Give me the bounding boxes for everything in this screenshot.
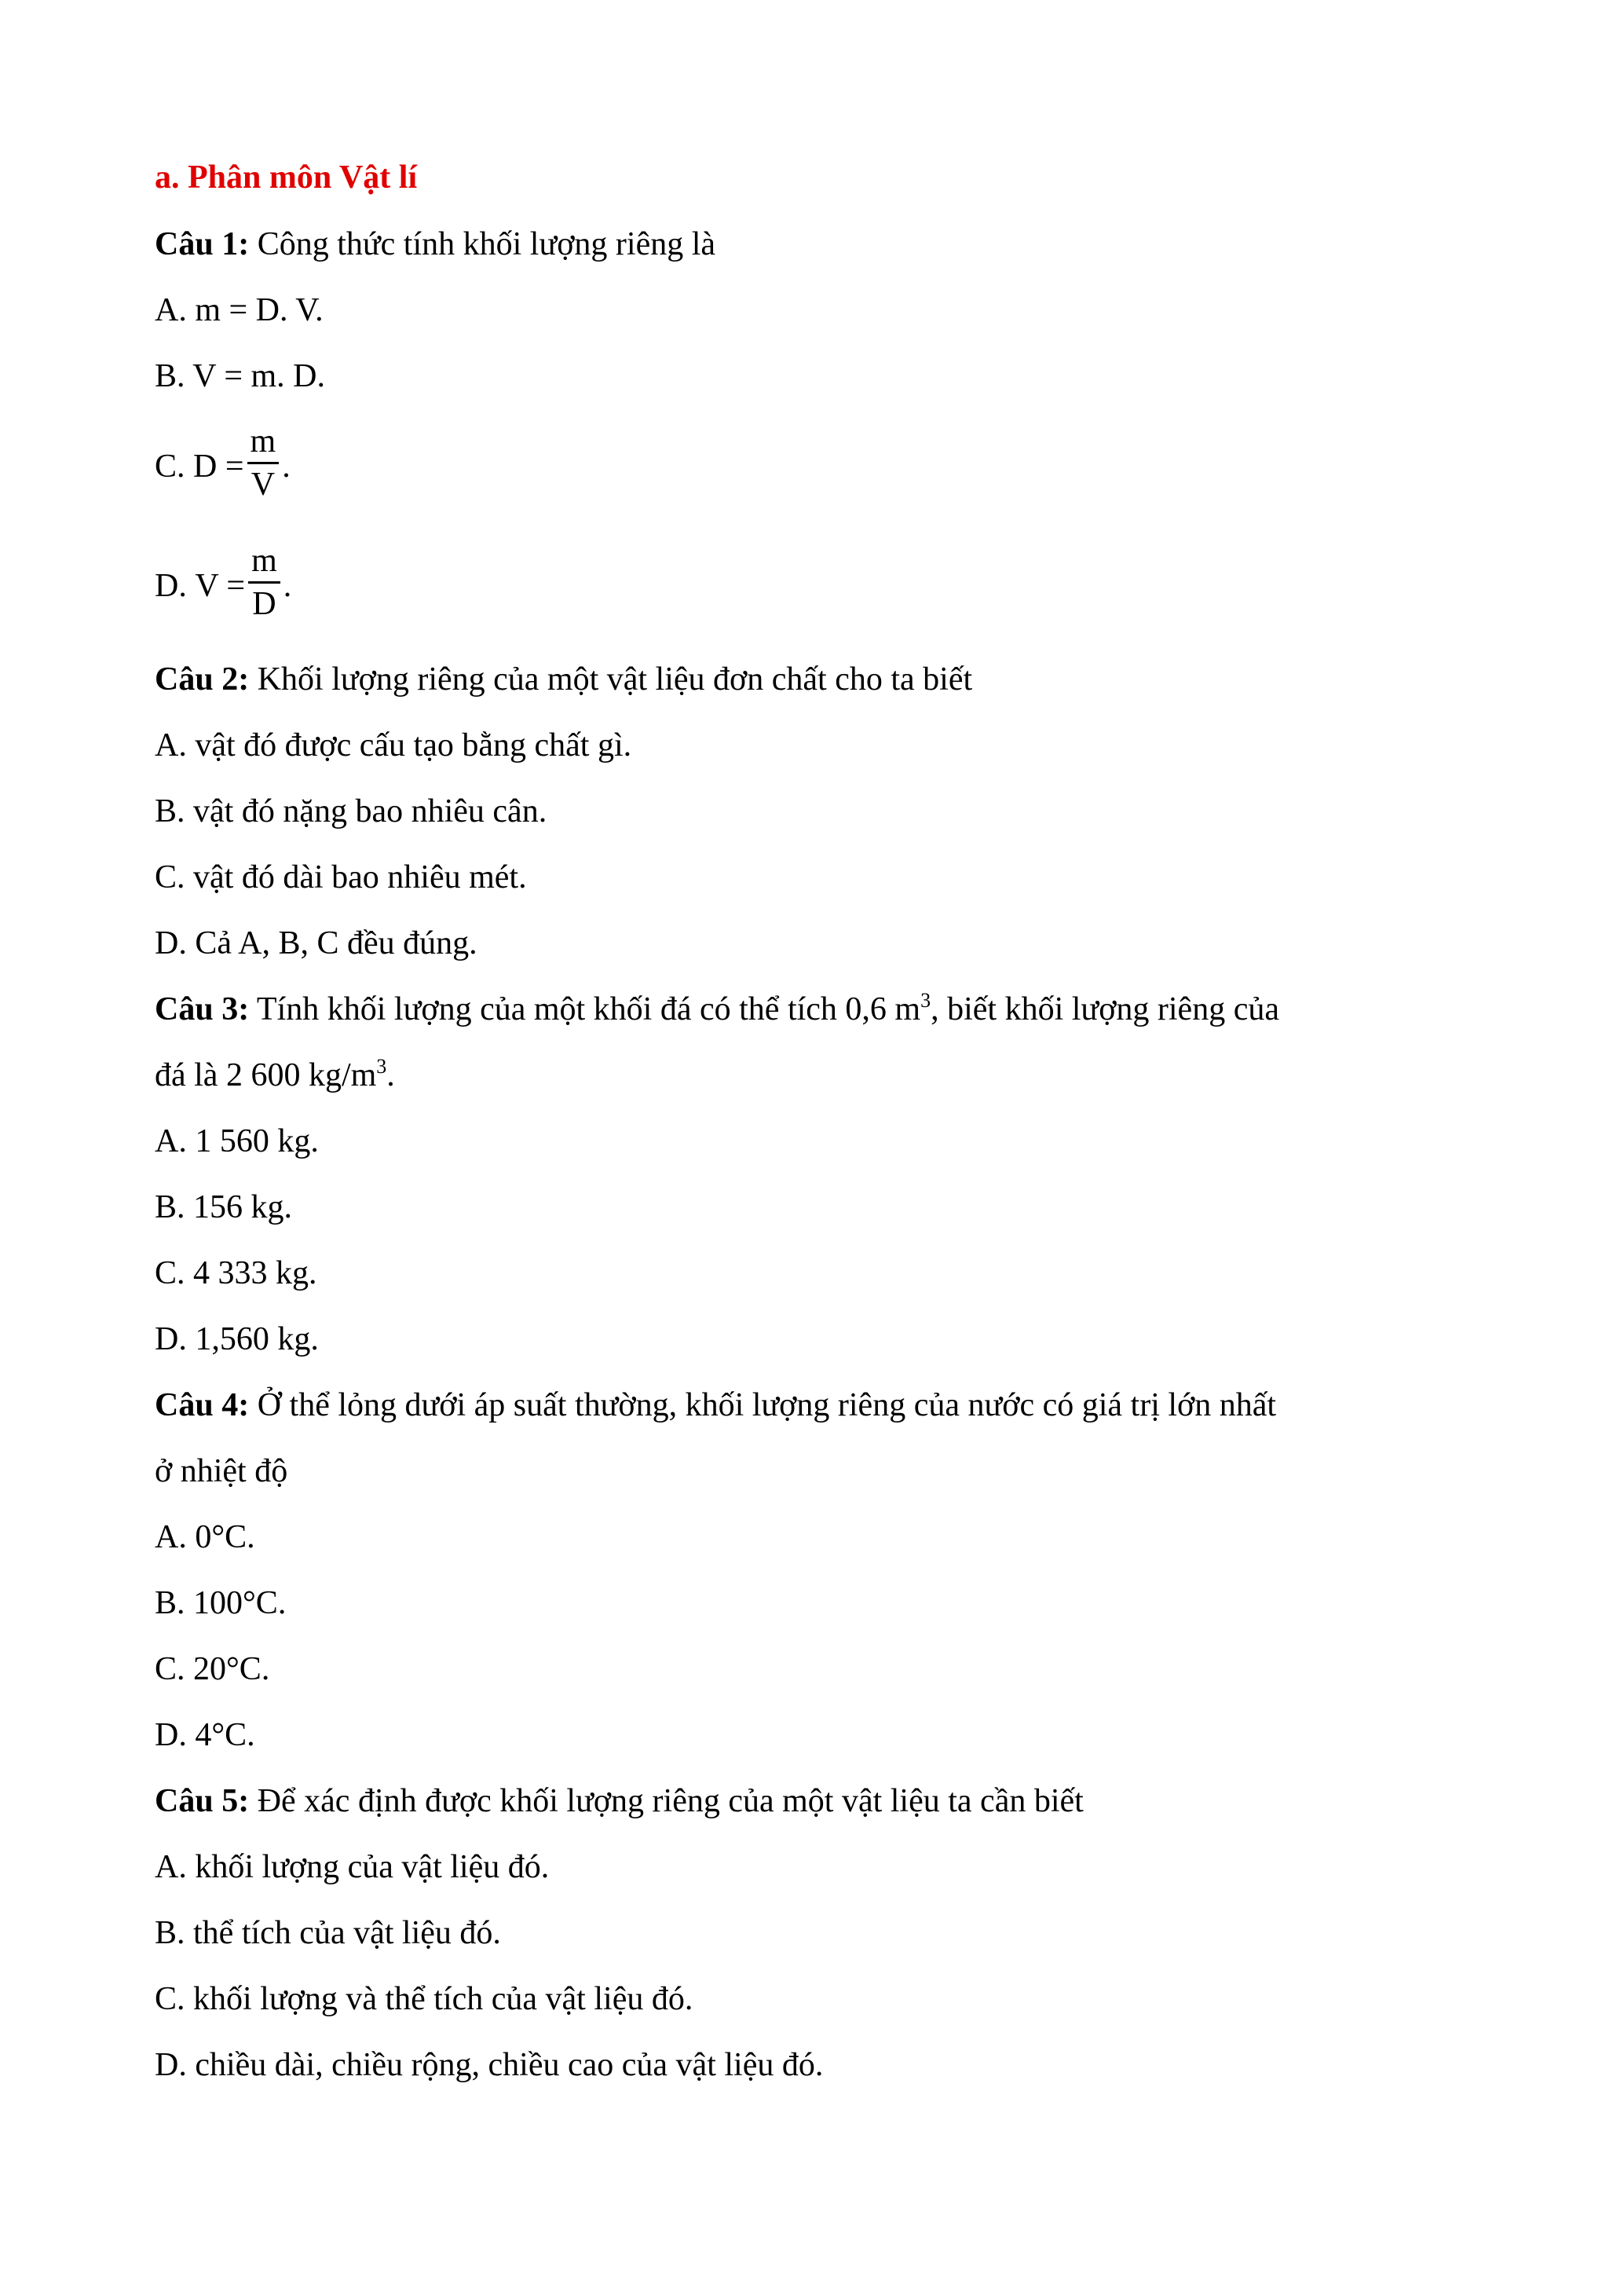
question-2 (155, 660, 972, 699)
option-4b: B. 100°C. (155, 1585, 287, 1621)
question-5 (155, 1782, 1084, 1821)
fraction-denominator: D (248, 581, 280, 624)
option-5a: A. khối lượng của vật liệu đó. (155, 1849, 550, 1885)
option-2a: A. vật đó được cấu tạo bằng chất gì. (155, 727, 632, 764)
option-4a: A. 0°C. (155, 1519, 255, 1555)
option-suffix: . (282, 448, 291, 485)
option-2b: B. vật đó nặng bao nhiêu cân. (155, 793, 547, 829)
option-1c (155, 424, 291, 508)
question-label: Câu 4: (155, 1387, 250, 1423)
option-1d (155, 544, 291, 628)
option-3d: D. 1,560 kg. (155, 1321, 319, 1357)
option-3c: C. 4 333 kg. (155, 1255, 317, 1291)
option-3a: A. 1 560 kg. (155, 1123, 319, 1159)
fraction (247, 421, 280, 505)
option-5c: C. khối lượng và thể tích của vật liệu đó. (155, 1981, 693, 2017)
option-1b: B. V = m. D. (155, 358, 326, 394)
fraction-numerator: m (251, 543, 277, 579)
fraction (248, 540, 280, 624)
equation-lhs: D = (193, 448, 244, 485)
question-4 (155, 1386, 1276, 1425)
option-4c: C. 20°C. (155, 1651, 270, 1687)
option-prefix: C. (155, 448, 185, 485)
option-5b: B. thể tích của vật liệu đó. (155, 1915, 501, 1951)
section-title: a. Phân môn Vật lí (155, 159, 418, 196)
question-text: Ở thể lỏng dưới áp suất thường, khối lượng riêng của nước có giá trị lớn nhất (249, 1387, 1277, 1423)
superscript: 3 (920, 989, 931, 1012)
question-label: Câu 3: (155, 991, 250, 1027)
question-3-line2 (155, 1056, 395, 1095)
question-3 (155, 990, 1279, 1029)
question-label: Câu 1: (155, 226, 250, 262)
question-text: Công thức tính khối lượng riêng là (249, 226, 716, 262)
question-4-line2: ở nhiệt độ (155, 1453, 288, 1489)
superscript: 3 (376, 1055, 387, 1078)
question-text-line2-part2: . (386, 1057, 395, 1093)
option-suffix: . (283, 567, 292, 604)
option-prefix: D. (155, 567, 187, 604)
question-text: Khối lượng riêng của một vật liệu đơn chất cho ta biết (249, 661, 973, 698)
fraction-numerator: m (250, 423, 276, 460)
equation-lhs: V = (195, 567, 246, 604)
question-text-part2: , biết khối lượng riêng của (931, 991, 1279, 1027)
option-1a: A. m = D. V. (155, 292, 324, 328)
question-label: Câu 5: (155, 1783, 250, 1819)
fraction-denominator: V (247, 462, 280, 505)
option-2c: C. vật đó dài bao nhiêu mét. (155, 859, 527, 895)
question-text-line2-part1: đá là 2 600 kg/m (155, 1057, 377, 1093)
option-5d: D. chiều dài, chiều rộng, chiều cao của vật liệu đó. (155, 2047, 824, 2083)
question-label: Câu 2: (155, 661, 250, 698)
question-text-part1: Tính khối lượng của một khối đá có thể tích 0,6 m (249, 991, 921, 1027)
option-4d: D. 4°C. (155, 1717, 255, 1753)
option-2d: D. Cả A, B, C đều đúng. (155, 925, 477, 961)
question-1 (155, 225, 715, 264)
option-3b: B. 156 kg. (155, 1189, 293, 1225)
question-text: Để xác định được khối lượng riêng của một vật liệu ta cần biết (249, 1783, 1084, 1819)
